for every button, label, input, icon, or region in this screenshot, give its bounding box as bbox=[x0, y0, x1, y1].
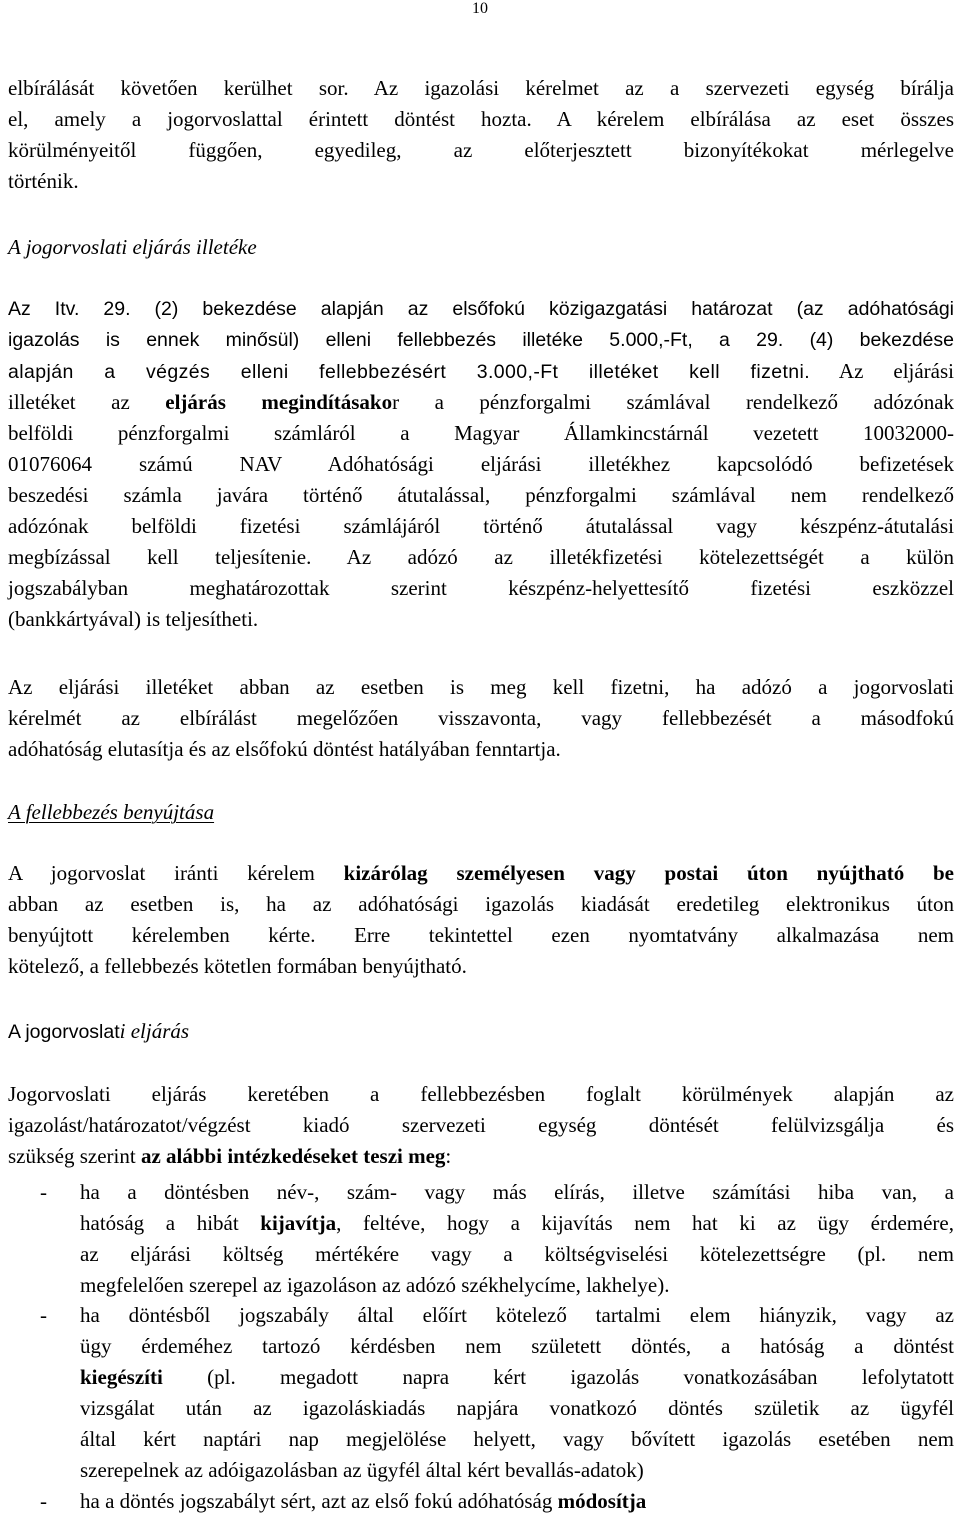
bold-text: kijavítja bbox=[260, 1211, 337, 1235]
list-bullet: - bbox=[40, 1303, 47, 1327]
text-segment: r a pénzforgalmi számlával rendelkező adózónak bbox=[392, 390, 955, 414]
text-line bbox=[80, 1486, 954, 1517]
heading-text: i eljárás bbox=[119, 1019, 190, 1043]
list-item bbox=[80, 1300, 954, 1486]
bold-text: eljárás megindításako bbox=[165, 390, 393, 414]
text-line bbox=[80, 1208, 954, 1239]
text-line: jogszabályban meghatározottak szerint készpénz-helyettesítő fizetési eszközzel bbox=[8, 576, 954, 600]
text-line: igazolást/határozatot/végzést kiadó szervezeti egység döntését felülvizsgálja és bbox=[8, 1113, 954, 1137]
list-bullet: - bbox=[40, 1180, 47, 1204]
list-item bbox=[80, 1486, 954, 1517]
paragraph-3 bbox=[8, 672, 954, 765]
heading-text: A fellebbezés benyújtása bbox=[8, 800, 215, 824]
text-segment: ha a döntés jogszabályt sért, azt az első fokú adóhatóság bbox=[80, 1489, 558, 1513]
text-line: ha a döntésben név-, szám- vagy más elírás, illetve számítási hiba van, a bbox=[80, 1180, 954, 1204]
text-line: beszedési számla javára történő átutalással, pénzforgalmi számlával nem rendelkező bbox=[8, 483, 954, 507]
list-bullet: - bbox=[40, 1489, 47, 1513]
text-segment: A jogorvoslat iránti kérelem bbox=[8, 861, 344, 885]
text-line bbox=[8, 858, 954, 889]
page-number: 10 bbox=[472, 0, 488, 17]
bold-text: módosítja bbox=[557, 1489, 647, 1513]
text-line: szerepelnek az adóigazolásban az ügyfél által kért bevallás-adatok) bbox=[80, 1458, 644, 1482]
text-line: történik. bbox=[8, 169, 79, 193]
text-line: benyújtott kérelemben kérte. Erre tekintettel ezen nyomtatvány alkalmazása nem bbox=[8, 923, 954, 947]
text-line: megfelelően szerepel az igazoláson az adózó székhelycíme, lakhelye). bbox=[80, 1273, 670, 1297]
text-line: belföldi pénzforgalmi számláról a Magyar Államkincstárnál vezetett 10032000- bbox=[8, 421, 954, 445]
text-line: kérelmét az elbírálást megelőzően visszavonta, vagy fellebbezését a másodfokú bbox=[8, 706, 954, 730]
heading-text: A jogorvoslat bbox=[8, 1021, 120, 1043]
text-line: igazolás is ennek minősül) elleni fellebbezés illetéke 5.000,-Ft, a 29. (4) bekezdése bbox=[8, 329, 954, 351]
text-segment: illetéket az bbox=[8, 390, 166, 414]
text-line: elbírálását követően kerülhet sor. Az igazolási kérelmet az a szervezeti egység bírálja bbox=[8, 76, 954, 100]
text-line: adóhatóság elutasítja és az elsőfokú döntést hatályában fenntartja. bbox=[8, 737, 561, 761]
text-segment: alapján a végzés elleni fellebbezésért 3.000,-Ft illetéket kell fizetni. bbox=[8, 361, 811, 383]
paragraph-5 bbox=[8, 1079, 954, 1172]
text-line: az eljárási költség mértékére vagy a költségviselési kötelezettségre (pl. nem bbox=[80, 1242, 954, 1266]
text-segment: (pl. megadott napra kért igazolás vonatkozásában lefolytatott bbox=[162, 1365, 954, 1389]
list-item bbox=[80, 1177, 954, 1301]
text-line: 01076064 számú NAV Adóhatósági eljárási illetékhez kapcsolódó befizetések bbox=[8, 452, 954, 476]
text-line: Az eljárási illetéket abban az esetben is meg kell fizetni, ha adózó a jogorvoslati bbox=[8, 675, 954, 699]
paragraph-2 bbox=[8, 294, 954, 635]
text-line bbox=[8, 356, 954, 387]
text-segment: Az eljárási bbox=[810, 359, 954, 383]
text-line bbox=[8, 1141, 954, 1172]
text-line: kötelező, a fellebbezés kötetlen formában benyújtható. bbox=[8, 954, 467, 978]
text-segment: : bbox=[445, 1144, 452, 1168]
text-line: ügy érdeméhez tartozó kérdésben nem született döntés, a hatóság a döntést bbox=[80, 1334, 954, 1358]
section-heading-procedure bbox=[8, 1016, 954, 1048]
bold-text: kiegészíti bbox=[80, 1365, 163, 1389]
text-line: (bankkártyával) is teljesítheti. bbox=[8, 607, 259, 631]
text-line: Az Itv. 29. (2) bekezdése alapján az elsőfokú közigazgatási határozat (az adóhatósági bbox=[8, 298, 954, 320]
text-line: körülményeitől függően, egyedileg, az előterjesztett bizonyítékokat mérlegelve bbox=[8, 138, 954, 162]
text-line bbox=[80, 1362, 954, 1393]
paragraph-1 bbox=[8, 73, 954, 197]
section-heading-submission bbox=[8, 797, 954, 828]
text-line: el, amely a jogorvoslattal érintett döntést hozta. A kérelem elbírálása az eset összes bbox=[8, 107, 954, 131]
text-segment: hatóság a hibát bbox=[80, 1211, 261, 1235]
bold-text: kizárólag személyesen vagy postai úton nyújtható be bbox=[343, 861, 954, 885]
text-line: ha döntésből jogszabály által előírt kötelező tartalmi elem hiányzik, vagy az bbox=[80, 1303, 954, 1327]
bold-text: az alábbi intézkedéseket teszi meg bbox=[140, 1144, 446, 1168]
paragraph-4 bbox=[8, 858, 954, 982]
text-segment: szükség szerint bbox=[8, 1144, 141, 1168]
text-line: vizsgálat után az igazoláskiadás napjára vonatkozó döntés születik az ügyfél bbox=[80, 1396, 954, 1420]
section-heading-fee: A jogorvoslati eljárás illetéke bbox=[8, 235, 257, 259]
text-line bbox=[8, 387, 954, 418]
text-line: Jogorvoslati eljárás keretében a fellebbezésben foglalt körülmények alapján az bbox=[8, 1082, 954, 1106]
text-line: megbízással kell teljesítenie. Az adózó az illetékfizetési kötelezettségét a külön bbox=[8, 545, 954, 569]
text-line: abban az esetben is, ha az adóhatósági igazolás kiadását eredetileg elektronikus úton bbox=[8, 892, 954, 916]
text-line: által kért naptári nap megjelölése helyett, vagy bővített igazolás esetében nem bbox=[80, 1427, 954, 1451]
text-line: adózónak belföldi fizetési számlájáról történő átutalással vagy készpénz-átutalási bbox=[8, 514, 954, 538]
text-segment: , feltéve, hogy a kijavítás nem hat ki az ügy érdemére, bbox=[336, 1211, 954, 1235]
